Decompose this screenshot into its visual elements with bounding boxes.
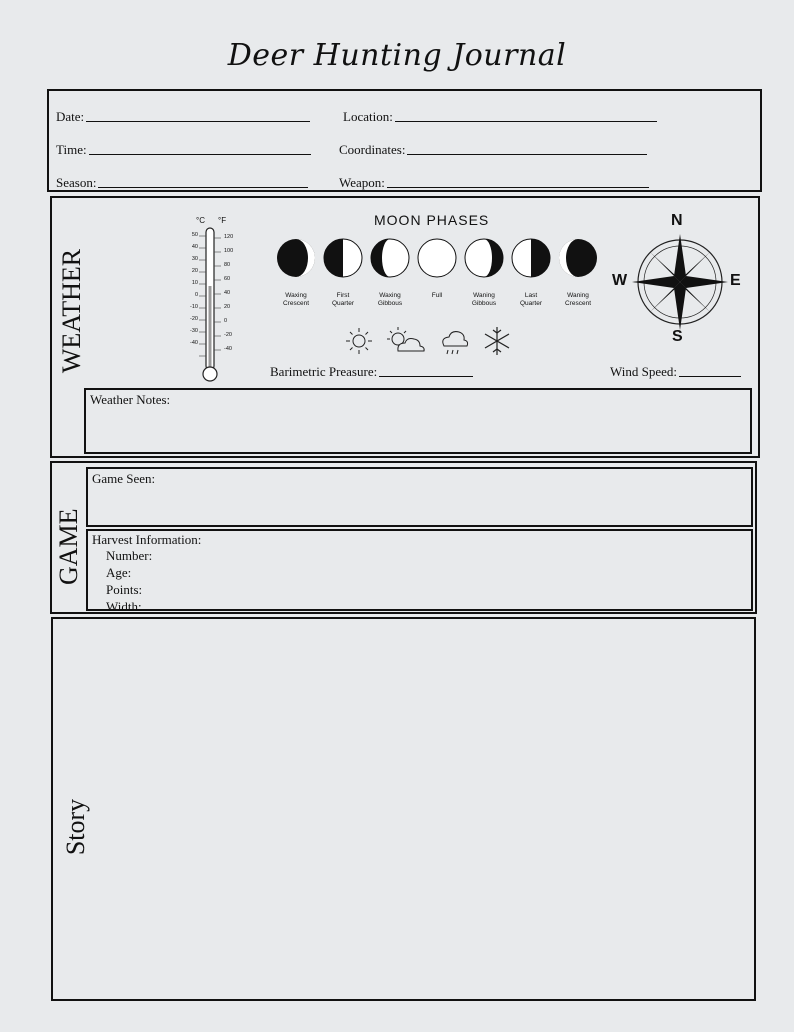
- wind-speed-label: Wind Speed:: [610, 364, 677, 379]
- coordinates-field[interactable]: [339, 142, 647, 158]
- celsius-tick: 10: [191, 280, 198, 286]
- weapon-label: Weapon:: [339, 175, 385, 190]
- celsius-tick: -10: [190, 304, 198, 310]
- sun-icon: [346, 328, 372, 354]
- compass-east: E: [730, 272, 741, 289]
- fahrenheit-tick: 60: [224, 276, 231, 282]
- weather-notes-label: Weather Notes:: [90, 392, 171, 407]
- game-section-label: GAME: [54, 508, 83, 585]
- game-seen-box[interactable]: [86, 467, 753, 527]
- pressure-label: Barimetric Preasure:: [270, 364, 378, 379]
- story-section-label: Story: [61, 798, 90, 856]
- fahrenheit-tick: 100: [224, 248, 234, 254]
- moon-phase-label: Waning Gibbous: [471, 292, 497, 307]
- header-box: [47, 89, 762, 192]
- harvest-info-box[interactable]: [86, 529, 753, 614]
- game-box: [50, 461, 757, 614]
- thermometer: [182, 216, 242, 386]
- age-label: Age:: [106, 565, 132, 580]
- waning-gibbous-moon-icon: [464, 238, 504, 278]
- location-field[interactable]: [343, 109, 657, 125]
- fahrenheit-tick: 120: [224, 234, 234, 240]
- fahrenheit-tick: 80: [224, 262, 231, 268]
- celsius-tick: 0: [194, 292, 198, 298]
- weather-section-label: WEATHER: [57, 248, 86, 374]
- date-label: Date:: [56, 109, 85, 124]
- fahrenheit-tick: 20: [224, 304, 231, 310]
- pressure-field[interactable]: [270, 364, 473, 380]
- season-label: Season:: [56, 175, 97, 190]
- moon-phase-label: Full: [431, 292, 443, 299]
- waxing-gibbous-moon-icon: [370, 238, 410, 278]
- moon-phases-title: MOON PHASES: [374, 212, 490, 228]
- moon-phase-label: Last Quarter: [519, 292, 543, 307]
- celsius-tick: -30: [190, 328, 198, 334]
- fahrenheit-tick: 0: [224, 318, 228, 324]
- harvest-info-label: Harvest Information:: [92, 532, 202, 547]
- story-box[interactable]: [51, 617, 756, 1001]
- celsius-tick: 20: [191, 268, 198, 274]
- fahrenheit-tick: -20: [224, 332, 232, 338]
- snowflake-icon: [485, 327, 509, 355]
- rain-icon: [443, 332, 468, 354]
- first-quarter-moon-icon: [323, 238, 363, 278]
- fahrenheit-label: °F: [218, 216, 227, 225]
- celsius-tick: 40: [191, 244, 198, 250]
- full-moon-icon: [417, 238, 457, 278]
- wind-speed-field[interactable]: [610, 364, 741, 380]
- fahrenheit-tick: -40: [224, 346, 232, 352]
- celsius-tick: -40: [190, 340, 198, 346]
- weather-notes-box[interactable]: [84, 388, 752, 454]
- celsius-label: °C: [196, 216, 205, 225]
- weather-box: [50, 196, 760, 458]
- location-label: Location:: [343, 109, 393, 124]
- points-label: Points:: [106, 582, 143, 597]
- moon-phase-label: First Quarter: [331, 292, 355, 307]
- game-seen-label: Game Seen:: [92, 471, 156, 486]
- time-field[interactable]: [56, 142, 311, 158]
- waning-crescent-moon-icon: [558, 238, 598, 278]
- compass-west: W: [612, 272, 628, 289]
- celsius-tick: 30: [191, 256, 198, 262]
- fahrenheit-tick: 40: [224, 290, 231, 296]
- number-label: Number:: [106, 548, 153, 563]
- moon-phase-label: Waxing Crescent: [282, 292, 309, 307]
- celsius-tick: 50: [191, 232, 198, 238]
- thermometer-icon: [182, 216, 242, 386]
- moon-phase-label: Waning Crescent: [564, 292, 591, 307]
- date-field[interactable]: [56, 109, 310, 125]
- time-label: Time:: [56, 142, 87, 157]
- celsius-tick: -20: [190, 316, 198, 322]
- compass-south: S: [672, 328, 683, 345]
- page-title: Deer Hunting Journal: [227, 38, 567, 73]
- coordinates-label: Coordinates:: [339, 142, 406, 157]
- season-field[interactable]: [56, 175, 308, 191]
- last-quarter-moon-icon: [511, 238, 551, 278]
- partly-cloudy-icon: [387, 327, 424, 351]
- weather-icons: [342, 324, 512, 358]
- width-label: Width:: [106, 599, 142, 614]
- waxing-crescent-moon-icon: [276, 238, 316, 278]
- weapon-field[interactable]: [339, 175, 649, 191]
- compass-north: N: [671, 212, 683, 229]
- moon-phase-label: Waxing Gibbous: [377, 292, 403, 307]
